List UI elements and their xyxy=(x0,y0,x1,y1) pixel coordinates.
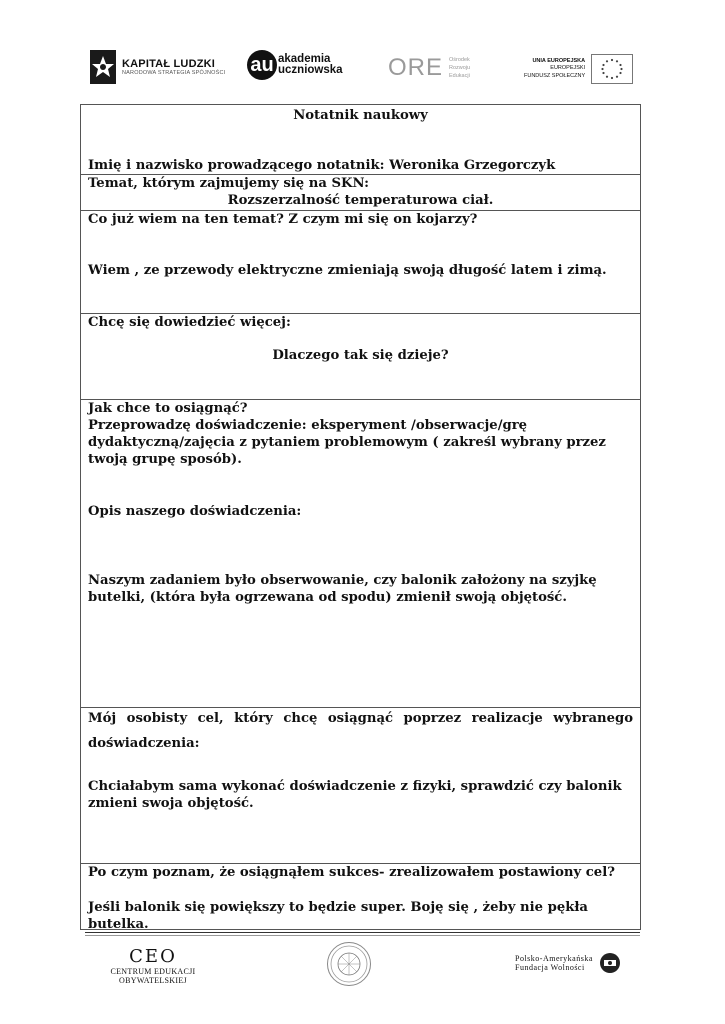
header-logos xyxy=(84,44,634,90)
pafw-text xyxy=(515,954,593,972)
akademia-line2: uczniowska xyxy=(278,64,343,76)
title-row xyxy=(81,105,640,174)
akademia-uczniowska-logo xyxy=(247,50,343,80)
eu-flag-icon xyxy=(591,54,633,84)
ue-line-2: EUROPEJSKI xyxy=(550,65,586,72)
owner-line: Imię i nazwisko prowadzącego notatnik: Weronika Grzegorczyk xyxy=(88,158,556,173)
footer-divider-thin xyxy=(85,935,640,936)
answer-knowledge: Wiem , ze przewody elektryczne zmieniają swoją długość latem i zimą. xyxy=(88,263,607,278)
ore-sub xyxy=(449,56,470,80)
knowledge-row xyxy=(81,210,640,313)
ore-sub-1: Ośrodek xyxy=(449,57,470,63)
goal-row xyxy=(81,707,640,863)
description-text: Naszym zadaniem było obserwowanie, czy balonik założony na szyjkę butelki, (która była ogrzewana od spodu) zmienił swoją objętość. xyxy=(88,573,597,605)
success-row xyxy=(81,863,640,932)
ore-sub-3: Edukacji xyxy=(449,73,470,79)
topic-row xyxy=(81,174,640,210)
topic-label: Temat, którym zajmujemy się na SKN: xyxy=(88,176,369,191)
institute-seal-icon xyxy=(327,942,371,986)
ceo-logo xyxy=(88,946,218,985)
pafw-logo xyxy=(515,952,621,974)
kapital-ludzki-logo xyxy=(90,50,225,84)
pafw-line2: Fundacja Wolności xyxy=(515,963,585,972)
question-success: Po czym poznam, że osiągnąłem sukces- zrealizowałem postawiony cel? xyxy=(88,865,615,880)
method-detail: Przeprowadzę doświadczenie: eksperyment /obserwacje/grę dydaktyczną/zajęcia z pytaniem problemowym ( zakreśl wybrany przez twoją grupę sposób). xyxy=(88,418,606,467)
ore-logo xyxy=(388,54,470,82)
notebook-table xyxy=(80,104,641,930)
question-method: Jak chce to osiągnąć? xyxy=(88,401,248,416)
ore-name: ORE xyxy=(388,54,444,81)
answer-goal: Chciałabym sama wykonać doświadczenie z fizyki, sprawdzić czy balonik zmieni swoja objętość. xyxy=(88,779,622,811)
ceo-name: CENTRUM EDUKACJI OBYWATELSKIEJ xyxy=(110,967,196,985)
ue-logo xyxy=(524,54,633,84)
description-label: Opis naszego doświadczenia: xyxy=(88,504,302,519)
pafw-line1: Polsko-Amerykańska xyxy=(515,954,593,963)
footer-divider xyxy=(85,932,640,933)
ue-line-1: UNIA EUROPEJSKA xyxy=(532,57,586,64)
ue-line-3: FUNDUSZ SPOŁECZNY xyxy=(524,72,586,79)
ceo-mark: CEO xyxy=(129,946,177,967)
akademia-line1: akademia xyxy=(278,53,331,65)
question-goal-line2: doświadczenia: xyxy=(88,736,200,751)
method-row xyxy=(81,399,640,707)
question-knowledge: Co już wiem na ten temat? Z czym mi się on kojarzy? xyxy=(88,212,478,227)
ue-text xyxy=(524,58,585,81)
kapital-ludzki-star-icon xyxy=(90,50,118,84)
answer-learn-more: Dlaczego tak się dzieje? xyxy=(272,348,449,363)
learn-more-row xyxy=(81,313,640,399)
question-learn-more: Chcę się dowiedzieć więcej: xyxy=(88,315,291,330)
question-goal-line1: Mój osobisty cel, który chcę osiągnąć poprzez realizacje wybranego xyxy=(88,711,633,726)
ore-sub-2: Rozwoju xyxy=(449,65,471,71)
pafw-emblem-icon xyxy=(599,952,621,974)
kapital-ludzki-sub: NARODOWA STRATEGIA SPÓJNOŚCI xyxy=(122,70,226,76)
au-mark: au xyxy=(247,50,277,80)
answer-success: Jeśli balonik się powiększy to będzie super. Boję się , żeby nie pękła butelka. xyxy=(88,900,588,932)
topic-value: Rozszerzalność temperaturowa ciał. xyxy=(227,193,494,208)
kapital-ludzki-name: KAPITAŁ LUDZKI xyxy=(122,58,216,70)
notebook-title: Notatnik naukowy xyxy=(293,108,428,123)
